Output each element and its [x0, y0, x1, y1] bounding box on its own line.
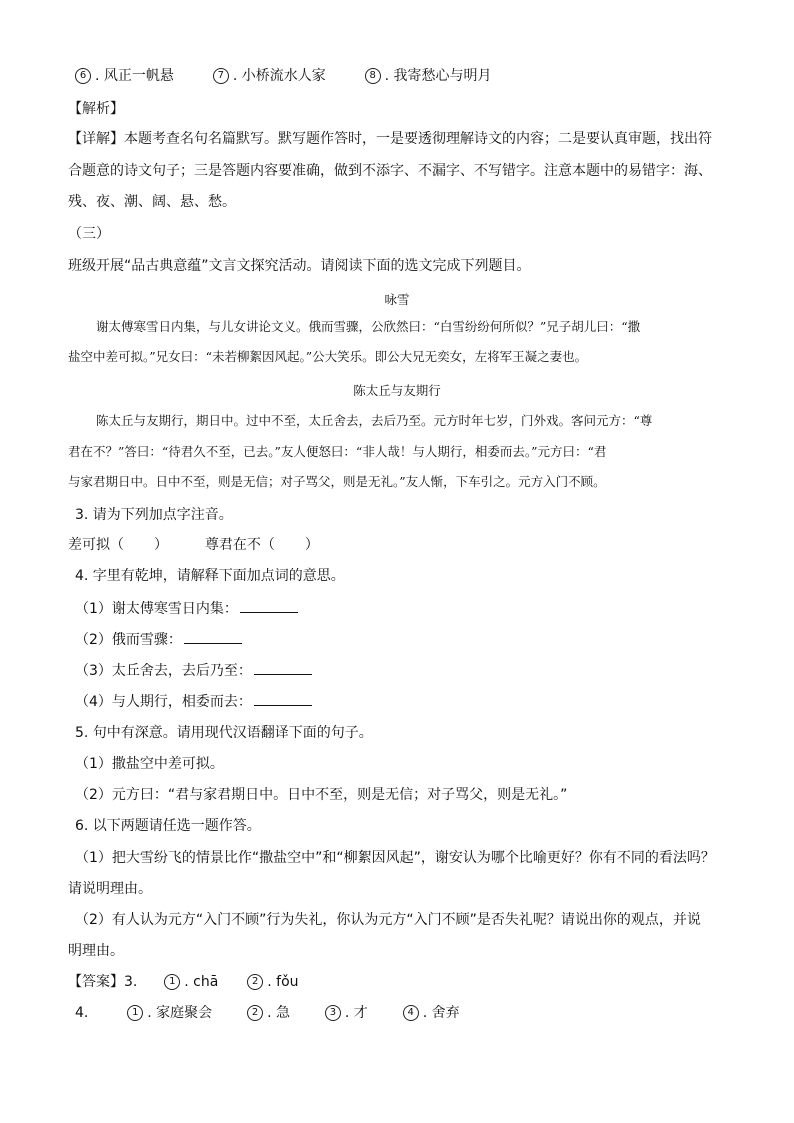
- answer-blank[interactable]: [254, 661, 312, 675]
- passage-title: 咏雪: [384, 292, 410, 307]
- question-6-line: （1）把大雪纷飞的情景比作“撒盐空中”和“柳絮因风起”，谢安认为哪个比喻更好？你有不同的看法吗？: [75, 850, 715, 866]
- answer-4-item: 1 . 家庭聚会: [127, 1005, 212, 1021]
- detail-line: 合题意的诗文句子；三是答题内容要准确，做到不添字、不漏字、不写错字。注意本题中的易错字：海、: [68, 163, 712, 179]
- answer-blank[interactable]: [254, 692, 312, 706]
- question-6-stem: 6. 以下两题请任选一题作答。: [75, 818, 261, 834]
- passage-line: 君在不？”答曰：“待君久不至，已去。”友人便怒曰：“非人哉！与人期行，相委而去。”元方曰：“君: [68, 444, 607, 459]
- question-3-stem: 3. 请为下列加点字注音。: [75, 507, 233, 523]
- passage-line: 谢太傅寒雪日内集，与儿女讲论文义。俄而雪骤，公欣然曰：“白雪纷纷何所似？”兄子胡儿曰：“撒: [96, 319, 641, 334]
- passage-line: 与家君期日中。日中不至，则是无信；对子骂父，则是无礼。”友人惭，下车引之。元方入门不顾。: [68, 474, 606, 489]
- question-6-line: （2）有人认为元方“入门不顾”行为失礼，你认为元方“入门不顾”是否失礼呢？请说出你的观点，并说: [75, 912, 701, 928]
- detail-line: 残、夜、潮、阔、悬、愁。: [68, 194, 236, 210]
- answer-item-7: 7 . 小桥流水人家: [213, 68, 326, 84]
- question-4-item: （4）与人期行，相委而去：: [75, 692, 312, 711]
- answer-item-6: 6 . 风正一帆悬: [75, 68, 174, 84]
- question-4-item: （3）太丘舍去，去后乃至：: [75, 661, 312, 680]
- answer-3-item: 1 . chā: [164, 974, 218, 990]
- passage-title: 陈太丘与友期行: [353, 383, 441, 398]
- question-5-stem: 5. 句中有深意。请用现代汉语翻译下面的句子。: [75, 725, 373, 741]
- answer-label: 【答案】3.: [68, 974, 138, 990]
- answer-4-label: 4.: [75, 1005, 89, 1021]
- question-6-line: 明理由。: [68, 943, 124, 959]
- answer-4-item: 4 . 舍弃: [403, 1005, 460, 1021]
- detail-line: 【详解】本题考查名句名篇默写。默写题作答时，一是要透彻理解诗文的内容；二是要认真审题，找出符: [68, 131, 712, 147]
- answer-item-8: 8 . 我寄愁心与明月: [365, 68, 492, 84]
- answers-top-row: [75, 67, 492, 85]
- question-5-item: （2）元方曰：“君与家君期日中。日中不至，则是无信；对子骂父，则是无礼。”: [75, 787, 568, 803]
- answer-3-item: 2 . fǒu: [247, 974, 298, 990]
- question-4-stem: 4. 字里有乾坤，请解释下面加点词的意思。: [75, 568, 345, 584]
- question-5-item: （1）撒盐空中差可拟。: [75, 756, 224, 772]
- passage-line: 陈太丘与友期行，期日中。过中不至，太丘舍去，去后乃至。元方时年七岁，门外戏。客问元方：“尊: [96, 413, 653, 428]
- answer-3-row: [68, 973, 299, 991]
- question-6-line: 请说明理由。: [68, 881, 152, 897]
- section-intro: 班级开展“品古典意蕴”文言文探究活动。请阅读下面的选文完成下列题目。: [68, 258, 531, 274]
- answer-4-item: 2 . 急: [247, 1005, 290, 1021]
- question-4-item: （2）俄而雪骤：: [75, 630, 242, 649]
- analysis-heading: 【解析】: [68, 101, 124, 117]
- passage-line: 盐空中差可拟。”兄女曰：“未若柳絮因风起。”公大笑乐。即公大兄无奕女，左将军王凝之妻也。: [68, 349, 588, 364]
- answer-4-row: [75, 1004, 460, 1022]
- question-4-item: （1）谢太傅寒雪日内集：: [75, 599, 298, 618]
- question-3-items: 差可拟（ ） 尊君在不（ ）: [68, 537, 319, 553]
- answer-blank[interactable]: [184, 630, 242, 644]
- answer-blank[interactable]: [240, 599, 298, 613]
- section-label: （三）: [68, 226, 110, 242]
- answer-4-item: 3 . 才: [325, 1005, 368, 1021]
